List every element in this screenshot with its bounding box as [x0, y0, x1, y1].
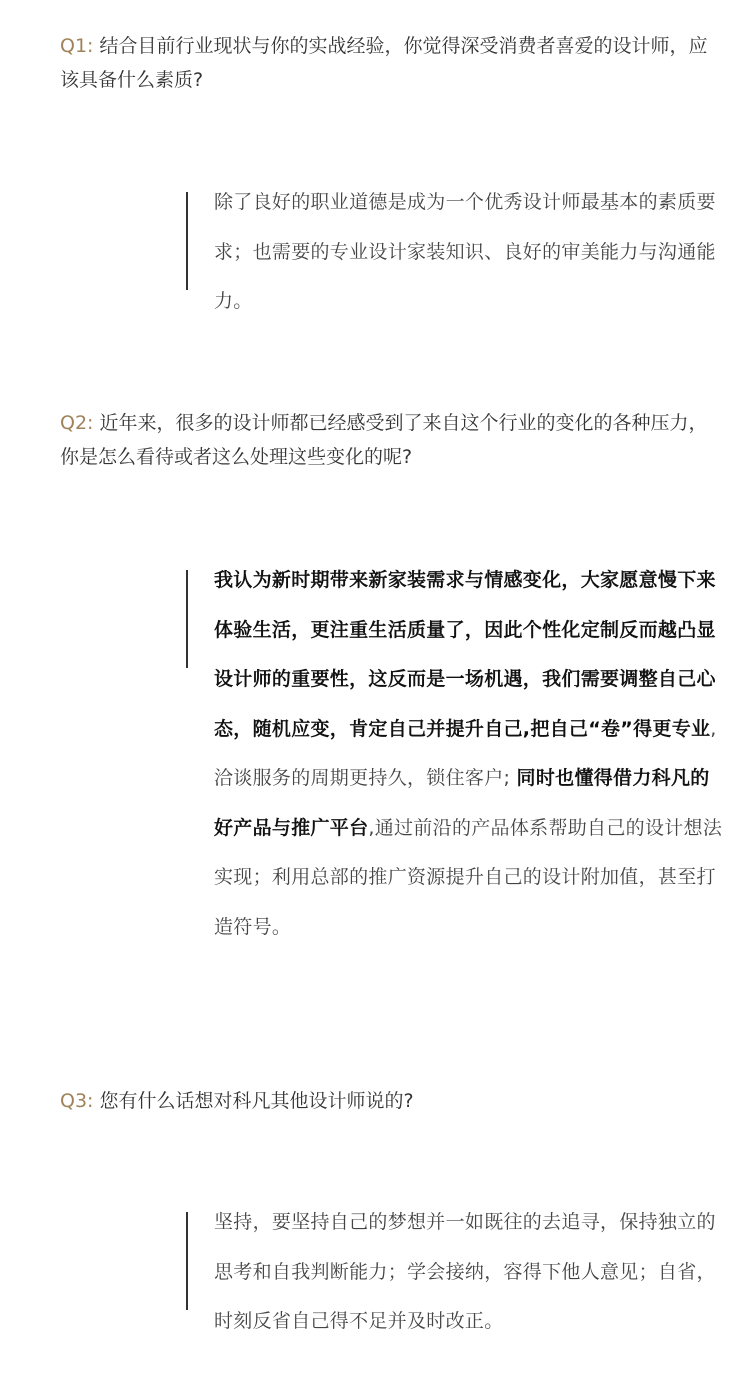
answer-text: 除了良好的职业道德是成为一个优秀设计师最基本的素质要求；也需要的专业设计家装知识、良好的审美能力与沟通能力。 [214, 191, 716, 312]
answer-plain: ,洽谈服务的周期更持久，锁住客户; [214, 717, 717, 789]
answer-3 [186, 1198, 726, 1347]
answer-text: 坚持，要坚持自己的梦想并一如既往的去追寻，保持独立的思考和自我判断能力；学会接纳，容得下他人意见；自省，时刻反省自己得不足并及时改正。 [214, 1211, 716, 1332]
quote-bar [186, 1212, 188, 1310]
answer-emphasis: 我认为新时期带来新家装需求与情感变化，大家愿意慢下来体验生活，更注重生活质量了，因此个性化定制反而越凸显设计师的重要性，这反而是一场机遇，我们需要调整自己心态，随机应变，肯定自己并提升自己,把自己“卷”得更专业 [214, 569, 716, 740]
quote-bar [186, 570, 188, 668]
question-text: 近年来，很多的设计师都已经感受到了来自这个行业的变化的各种压力，你是怎么看待或者这么处理这些变化的呢? [60, 412, 708, 468]
question-prefix: Q1: [60, 35, 94, 57]
quote-bar [186, 192, 188, 290]
question-text: 您有什么话想对科凡其他设计师说的? [99, 1090, 414, 1112]
answer-text [214, 556, 726, 952]
question-1 [60, 29, 720, 97]
answer-2 [186, 556, 726, 952]
answer-1 [186, 178, 726, 327]
question-3 [60, 1084, 720, 1118]
answer-emphasis: 同时也懂得借力科凡的好产品与推广平台 [214, 767, 710, 839]
question-2 [60, 406, 720, 474]
question-prefix: Q3: [60, 1090, 94, 1112]
answer-plain: ,通过前沿的产品体系帮助自己的设计想法实现；利用总部的推广资源提升自己的设计附加值，甚至打造符号。 [214, 816, 723, 938]
question-text: 结合目前行业现状与你的实战经验，你觉得深受消费者喜爱的设计师，应该具备什么素质? [60, 35, 708, 91]
question-prefix: Q2: [60, 412, 94, 434]
